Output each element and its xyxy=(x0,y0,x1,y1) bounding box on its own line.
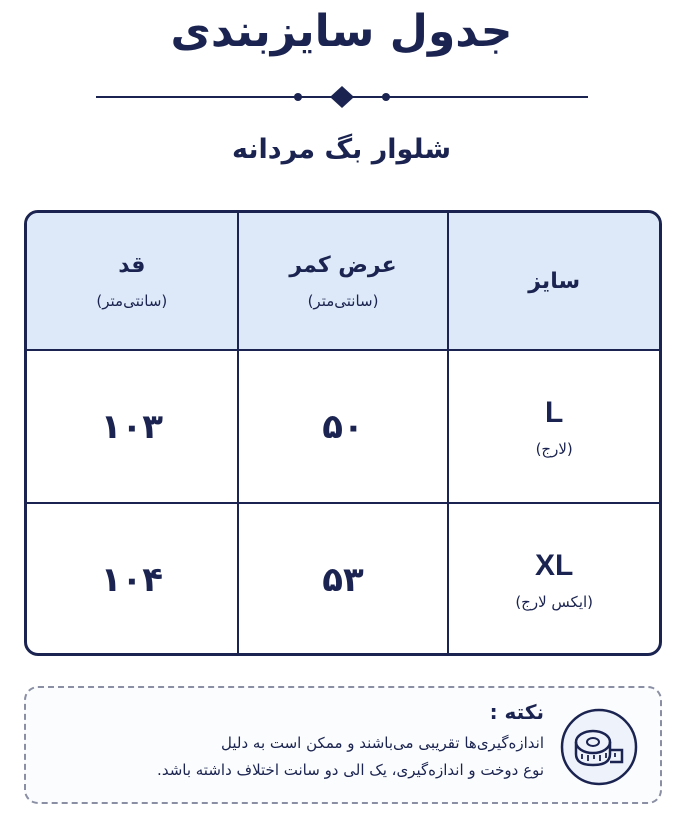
length-cell xyxy=(27,503,238,656)
size-value: XL xyxy=(535,549,574,582)
note-text xyxy=(44,730,544,784)
divider-ornament xyxy=(96,85,588,109)
header-size-label: سایز xyxy=(528,268,581,294)
header-waist xyxy=(238,213,449,350)
header-length-unit: (سانتی‌متر) xyxy=(96,291,168,310)
length-value: ۱۰۳ xyxy=(100,406,163,447)
waist-value: ۵۰ xyxy=(322,406,364,447)
waist-value: ۵۳ xyxy=(322,560,364,600)
header-size xyxy=(448,213,659,350)
size-table xyxy=(24,210,662,656)
waist-cell xyxy=(238,503,449,656)
size-cell xyxy=(448,503,659,656)
header-length-label: قد xyxy=(118,252,146,278)
waist-cell xyxy=(238,350,449,503)
table-row xyxy=(27,350,659,503)
length-value: ۱۰۴ xyxy=(100,560,163,600)
size-description: (ایکس لارج) xyxy=(515,593,594,611)
note-line-2: نوع دوخت و اندازه‌گیری، یک الی دو سانت اختلاف داشته باشد. xyxy=(157,761,544,779)
size-description: (لارج) xyxy=(535,439,573,458)
size-cell xyxy=(448,350,659,503)
note-box xyxy=(24,686,662,804)
table-row xyxy=(27,503,659,656)
measuring-tape-icon xyxy=(560,708,638,786)
size-value: L xyxy=(545,395,564,429)
note-line-1: اندازه‌گیری‌ها تقریبی می‌باشند و ممکن است به دلیل xyxy=(221,734,544,752)
header-length xyxy=(27,213,238,350)
header-waist-unit: (سانتی‌متر) xyxy=(307,291,379,310)
note-title: نکته : xyxy=(489,700,544,724)
length-cell xyxy=(27,350,238,503)
page-title: جدول سایزبندی xyxy=(170,6,513,57)
header-waist-label: عرض کمر xyxy=(289,252,397,278)
page-subtitle: شلوار بگ مردانه xyxy=(231,134,452,165)
